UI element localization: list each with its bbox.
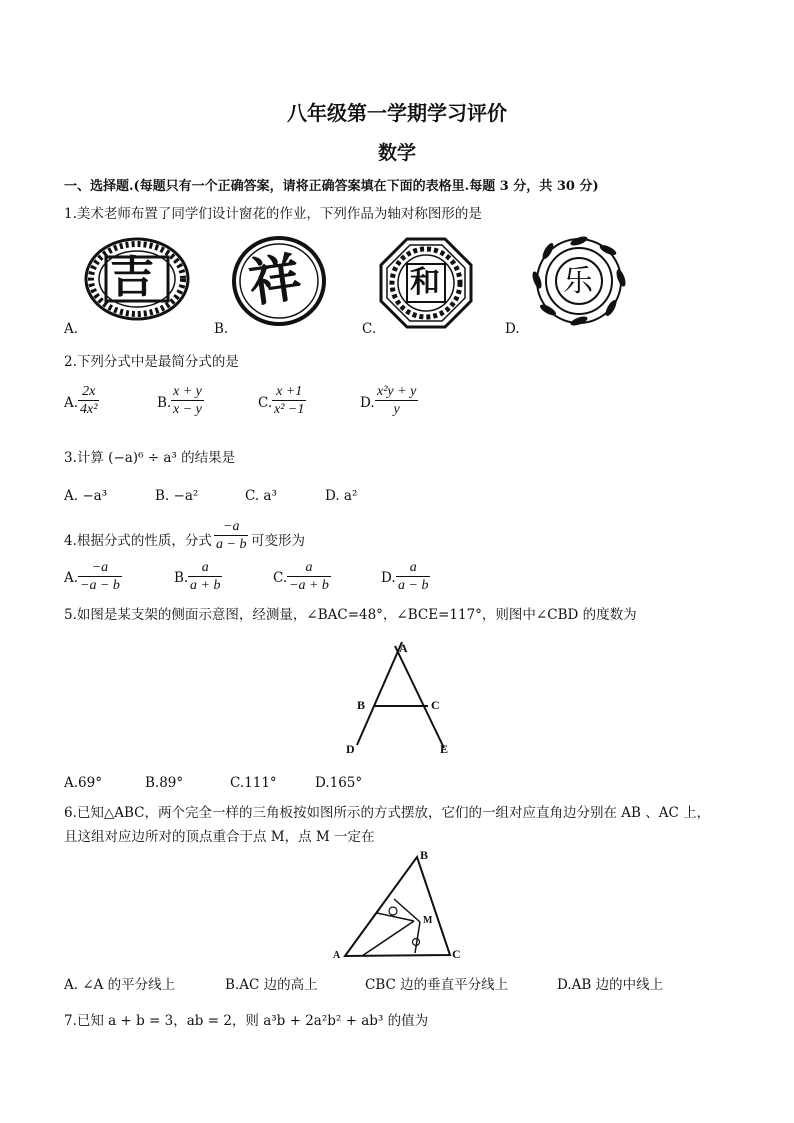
paper-cut-le-char: 乐	[563, 264, 593, 299]
paper-cut-ji-char: 吉	[110, 252, 154, 303]
q6-option-a: A. ∠A 的平分线上	[64, 977, 176, 993]
q2-fraction-a: $\frac{2x}{\text{4x²}}$	[80, 384, 98, 417]
q5-point-b: B	[357, 698, 366, 712]
triangle-setsquare-diagram	[340, 850, 460, 962]
q5-point-d: D	[346, 742, 355, 756]
q4-label-c: C.	[273, 570, 288, 586]
q4-fraction-a: $\frac{-a}{-a - b}$	[80, 560, 120, 593]
q4-fraction-d: $\frac{a}{a - b}$	[398, 560, 429, 593]
paper-cut-xiang-char: 祥	[244, 246, 305, 315]
q3-option-d: D. a²	[325, 488, 358, 504]
q5-option-b: B.89°	[145, 775, 184, 791]
q3-option-a: A. −a³	[64, 488, 108, 504]
q1-option-a: A.	[64, 321, 79, 337]
q2-fraction-c: $\frac{x +1}{\text{x² −1}}$	[274, 384, 305, 417]
q1-option-d: D.	[505, 321, 520, 337]
q6-option-c: CBC 边的垂直平分线上	[365, 977, 509, 993]
q2-label-a: A.	[64, 395, 79, 411]
q2-fraction-d: $\frac{\text{x²y + y}}{y}$	[377, 384, 417, 417]
q5-option-a: A.69°	[64, 775, 102, 791]
q4-fraction-c: $\frac{a}{-a + b}$	[289, 560, 329, 593]
q2-fraction-b: $\frac{x + y}{x - y}$	[173, 384, 202, 417]
subject-title: 数学	[377, 142, 416, 164]
section-heading: 一、选择题.(每题只有一个正确答案，请将正确答案填在下面的表格里.每题 3 分，共 30 分)	[64, 179, 599, 194]
q4-fraction-b: $\frac{a}{a + b}$	[190, 560, 221, 593]
q1-option-b: B.	[214, 321, 229, 337]
q2-label-b: B.	[157, 395, 172, 411]
q6-option-b: B.AC 边的高上	[225, 977, 318, 993]
paper-cut-he-char: 和	[410, 265, 440, 300]
q6-point-b: B	[420, 848, 429, 862]
question-7: 7.已知 a + b = 3，ab = 2，则 a³b + 2a²b² + ab³ 的值为	[64, 1013, 429, 1029]
q6-point-a: A	[333, 950, 341, 961]
q5-point-c: C	[431, 698, 440, 712]
q1-option-c: C.	[362, 321, 377, 337]
q4-label-d: D.	[381, 570, 396, 586]
question-1: 1.美术老师布置了同学们设计窗花的作业，下列作品为轴对称图形的是	[64, 206, 482, 222]
question-4-suffix: 可变形为	[251, 533, 305, 549]
q6-option-d: D.AB 边的中线上	[557, 977, 664, 993]
question-4-prefix: 4.根据分式的性质，分式	[64, 533, 212, 549]
q4-label-b: B.	[174, 570, 189, 586]
q4-given-fraction: $\frac{-a}{a - b}$	[216, 519, 247, 552]
q6-point-m: M	[423, 915, 433, 926]
question-6-line-1: 6.已知△ABC，两个完全一样的三角板按如图所示的方式摆放，它们的一组对应直角边分别在 AB 、AC 上，	[64, 805, 711, 821]
question-5: 5.如图是某支架的侧面示意图，经测量，∠BAC=48°，∠BCE=117°，则图中∠CBD 的度数为	[64, 607, 637, 623]
q6-point-c: C	[452, 947, 461, 961]
question-6-line-2: 且这组对应边所对的顶点重合于点 M，点 M 一定在	[64, 829, 375, 845]
q5-option-c: C.111°	[230, 775, 277, 791]
q3-option-b: B. −a²	[155, 488, 199, 504]
q3-option-c: C. a³	[245, 488, 277, 504]
q5-point-e: E	[440, 742, 449, 756]
page-title: 八年级第一学期学习评价	[287, 101, 507, 125]
q2-label-d: D.	[360, 395, 375, 411]
q5-point-a: A	[399, 641, 408, 655]
q4-label-a: A.	[64, 570, 79, 586]
question-3: 3.计算 (−a)⁶ ÷ a³ 的结果是	[64, 450, 236, 466]
question-2: 2.下列分式中是最简分式的是	[64, 354, 239, 370]
q2-label-c: C.	[258, 395, 273, 411]
q5-option-d: D.165°	[315, 775, 363, 791]
